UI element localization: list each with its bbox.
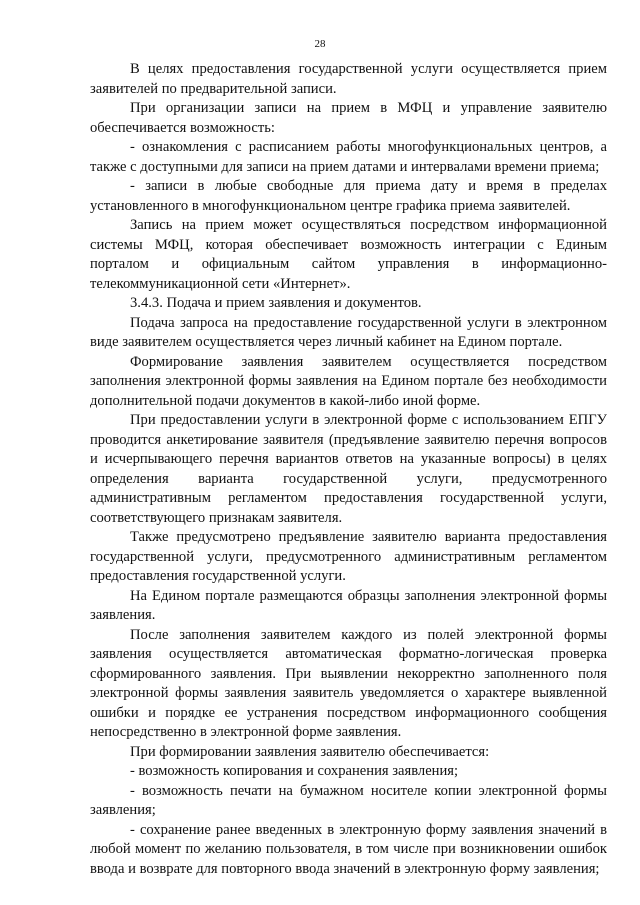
list-item: - сохранение ранее введенных в электронную форму заявления значений в любой момент по желанию пользователя, в том числе при возникновении ошибок ввода и возврате для повторного ввода значений в электронную форму заявления;	[90, 821, 607, 877]
paragraph: В целях предоставления государственной услуги осуществляется прием заявителей по предварительной записи.	[90, 61, 607, 97]
list-item: - ознакомления с расписанием работы многофункциональных центров, а также с доступными для записи на прием датами и интервалами времени приема;	[90, 139, 607, 175]
list-item: - возможность печати на бумажном носителе копии электронной формы заявления;	[90, 782, 607, 818]
page-number: 28	[314, 38, 326, 50]
paragraph: Также предусмотрено предъявление заявителю варианта предоставления государственной услуги, предусмотренного административным регламентом предоставления государственной услуги.	[90, 529, 607, 584]
paragraph: После заполнения заявителем каждого из полей электронной формы заявления осуществляется автоматическая форматно-логическая проверка сформированного заявления. При выявлении некорректно заполненного поля электронной формы заявления заявитель уведомляется о характере выявленной ошибки и порядке ее устранения посредством информационного сообщения непосредственно в электронной форме заявления.	[90, 626, 607, 740]
document-body	[90, 60, 607, 879]
list-item: - возможность копирования и сохранения заявления;	[130, 763, 459, 779]
paragraph: При предоставлении услуги в электронной форме с использованием ЕПГУ проводится анкетирование заявителя (предъявление заявителю перечня вопросов и исчерпывающего перечня вариантов ответов на указанные вопросы) в целях определения варианта государственной услуги, предусмотренного административным регламентом предоставления государственной услуги, соответствующего признакам заявителя.	[90, 412, 607, 526]
paragraph: Формирование заявления заявителем осуществляется посредством заполнения электронной формы заявления на Едином портале без необходимости дополнительной подачи документов в какой-либо иной форме.	[90, 353, 607, 409]
list-item: - записи в любые свободные для приема дату и время в пределах установленного в многофункциональном центре графика приема заявителей.	[90, 178, 607, 214]
paragraph: Подача запроса на предоставление государственной услуги в электронном виде заявителем осуществляется через личный кабинет на Едином портале.	[90, 314, 607, 350]
paragraph: Запись на прием может осуществляться посредством информационной системы МФЦ, которая обеспечивает возможность интеграции с Единым порталом и официальным сайтом управления в информационно-телекоммуникационной сети «Интернет».	[90, 217, 607, 292]
paragraph: На Едином портале размещаются образцы заполнения электронной формы заявления.	[90, 587, 607, 623]
paragraph: При формировании заявления заявителю обеспечивается:	[130, 743, 490, 760]
paragraph: При организации записи на прием в МФЦ и управление заявителю обеспечивается возможность:	[90, 100, 607, 136]
section-heading: 3.4.3. Подача и прием заявления и документов.	[130, 295, 422, 311]
